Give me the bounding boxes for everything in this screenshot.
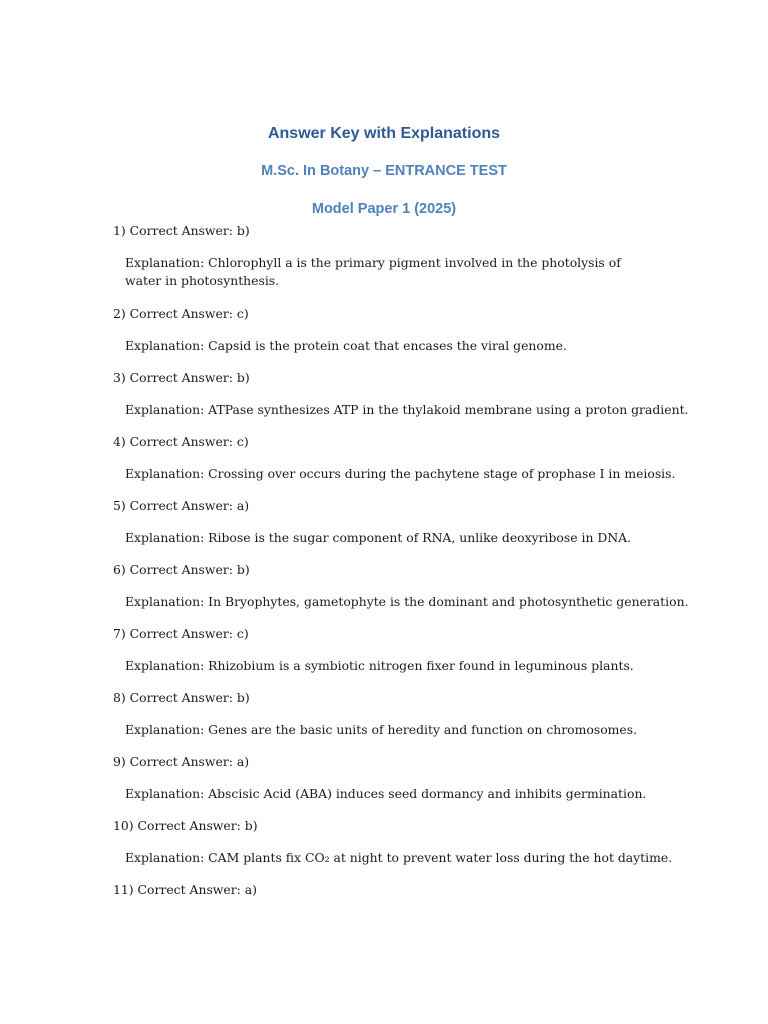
- explanation-8: Explanation: Genes are the basic units of heredity and function on chromosomes.: [125, 722, 638, 737]
- answer-line-6: 6) Correct Answer: b): [113, 562, 250, 577]
- model-paper-heading: Model Paper 1 (2025): [311, 201, 457, 217]
- answer-line-11: 11) Correct Answer: a): [113, 882, 257, 897]
- explanation-7: Explanation: Rhizobium is a symbiotic nitrogen fixer found in leguminous plants.: [125, 658, 634, 673]
- answer-line-5: 5) Correct Answer: a): [113, 498, 250, 513]
- explanation-10: Explanation: CAM plants fix CO₂ at night to prevent water loss during the hot daytime.: [125, 850, 673, 865]
- answer-line-1: 1) Correct Answer: b): [113, 223, 250, 238]
- document-title: Answer Key with Explanations: [267, 125, 501, 142]
- explanation-4: Explanation: Crossing over occurs during the pachytene stage of prophase I in meiosis.: [125, 466, 676, 481]
- answer-line-9: 9) Correct Answer: a): [113, 754, 250, 769]
- document-subtitle: M.Sc. In Botany – ENTRANCE TEST: [261, 163, 507, 179]
- explanation-6: Explanation: In Bryophytes, gametophyte is the dominant and photosynthetic generation.: [125, 594, 689, 609]
- explanation-5: Explanation: Ribose is the sugar component of RNA, unlike deoxyribose in DNA.: [125, 530, 632, 545]
- answer-line-7: 7) Correct Answer: c): [113, 626, 249, 641]
- explanation-1: Explanation: Chlorophyll a is the primary pigment involved in the photolysis of water in photosynthesis.: [125, 255, 621, 288]
- answer-line-2: 2) Correct Answer: c): [113, 306, 249, 321]
- answer-line-10: 10) Correct Answer: b): [113, 818, 258, 833]
- explanation-9: Explanation: Abscisic Acid (ABA) induces seed dormancy and inhibits germination.: [125, 786, 647, 801]
- answer-line-8: 8) Correct Answer: b): [113, 690, 250, 705]
- explanation-2: Explanation: Capsid is the protein coat that encases the viral genome.: [125, 338, 567, 353]
- answer-line-3: 3) Correct Answer: b): [113, 370, 250, 385]
- explanation-3: Explanation: ATPase synthesizes ATP in the thylakoid membrane using a proton gradient.: [125, 402, 689, 417]
- answer-line-4: 4) Correct Answer: c): [113, 434, 249, 449]
